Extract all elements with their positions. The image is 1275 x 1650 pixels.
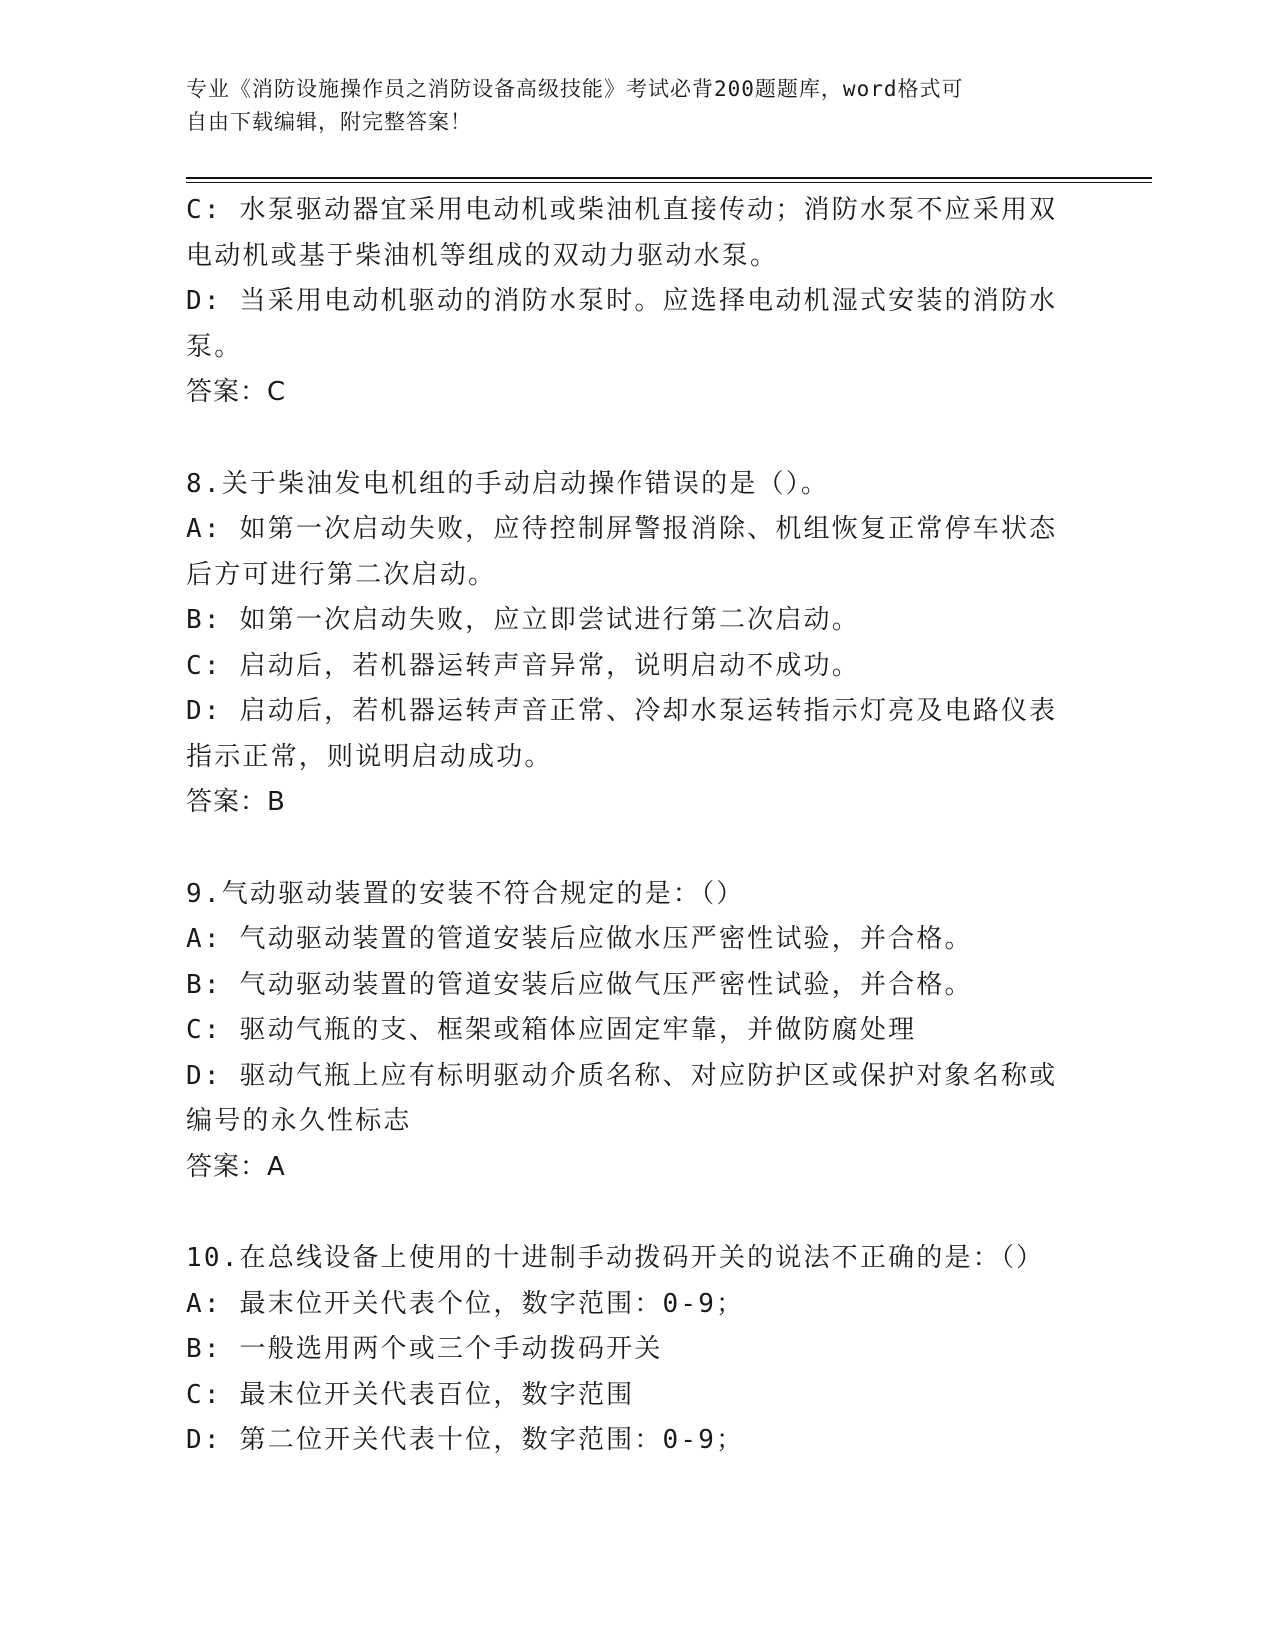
question-9-answer: 答案：A <box>186 1151 286 1182</box>
header-divider-thick <box>186 177 1152 179</box>
question-10-option-line: C: 最末位开关代表百位，数字范围 <box>186 1379 635 1410</box>
question-7-option-line: D: 当采用电动机驱动的消防水泵时。应选择电动机湿式安装的消防水 <box>186 286 1058 316</box>
question-8-answer: 答案：B <box>186 787 286 817</box>
question-10-block <box>186 1236 1086 1464</box>
document-header <box>186 73 1086 139</box>
document-body <box>186 188 1086 1464</box>
spacer <box>186 416 1086 462</box>
question-8-option-line: D: 启动后，若机器运转声音正常、冷却水泵运转指示灯亮及电路仪表 <box>186 696 1058 726</box>
question-8-option-line: 指示正常，则说明启动成功。 <box>186 741 553 772</box>
question-8-option-line: 后方可进行第二次启动。 <box>186 559 497 590</box>
question-7-block <box>186 188 1086 416</box>
question-7-option-line: 电动机或基于柴油机等组成的双动力驱动水泵。 <box>186 240 779 271</box>
question-9-option-line: C: 驱动气瓶的支、框架或箱体应固定牢靠，并做防腐处理 <box>186 1015 917 1045</box>
spacer <box>186 1190 1086 1236</box>
question-8-text: 8.关于柴油发电机组的手动启动操作错误的是（）。 <box>186 468 830 499</box>
header-title-line-1: 专业《消防设施操作员之消防设备高级技能》考试必背200题题库，word格式可 <box>186 77 964 101</box>
question-10-option-line: B: 一般选用两个或三个手动拨码开关 <box>186 1334 663 1364</box>
question-7-option-line: C: 水泵驱动器宜采用电动机或柴油机直接传动；消防水泵不应采用双 <box>186 195 1058 225</box>
question-10-text: 10.在总线设备上使用的十进制手动拨码开关的说法不正确的是：（） <box>186 1243 1045 1273</box>
question-10-option-line: A: 最末位开关代表个位，数字范围：0-9； <box>186 1288 745 1319</box>
header-title-line-2: 自由下载编辑，附完整答案！ <box>186 110 472 134</box>
question-9-option-line: A: 气动驱动装置的管道安装后应做水压严密性试验，并合格。 <box>186 924 973 954</box>
question-7-answer: 答案：C <box>186 377 287 407</box>
question-8-option-line: A: 如第一次启动失败，应待控制屏警报消除、机组恢复正常停车状态 <box>186 514 1058 544</box>
question-9-option-line: B: 气动驱动装置的管道安装后应做气压严密性试验，并合格。 <box>186 969 973 1000</box>
question-8-option-line: B: 如第一次启动失败，应立即尝试进行第二次启动。 <box>186 605 860 635</box>
header-divider-thin <box>186 182 1152 183</box>
question-9-text: 9.气动驱动装置的安装不符合规定的是：（） <box>186 878 745 909</box>
question-9-option-line: D: 驱动气瓶上应有标明驱动介质名称、对应防护区或保护对象名称或 <box>186 1060 1058 1091</box>
question-9-block <box>186 872 1086 1191</box>
spacer <box>186 826 1086 872</box>
question-9-option-line: 编号的永久性标志 <box>186 1106 412 1136</box>
question-7-option-line: 泵。 <box>186 331 243 362</box>
question-10-option-line: D: 第二位开关代表十位，数字范围：0-9； <box>186 1425 745 1455</box>
question-8-option-line: C: 启动后，若机器运转声音异常，说明启动不成功。 <box>186 650 860 681</box>
question-8-block <box>186 462 1086 826</box>
